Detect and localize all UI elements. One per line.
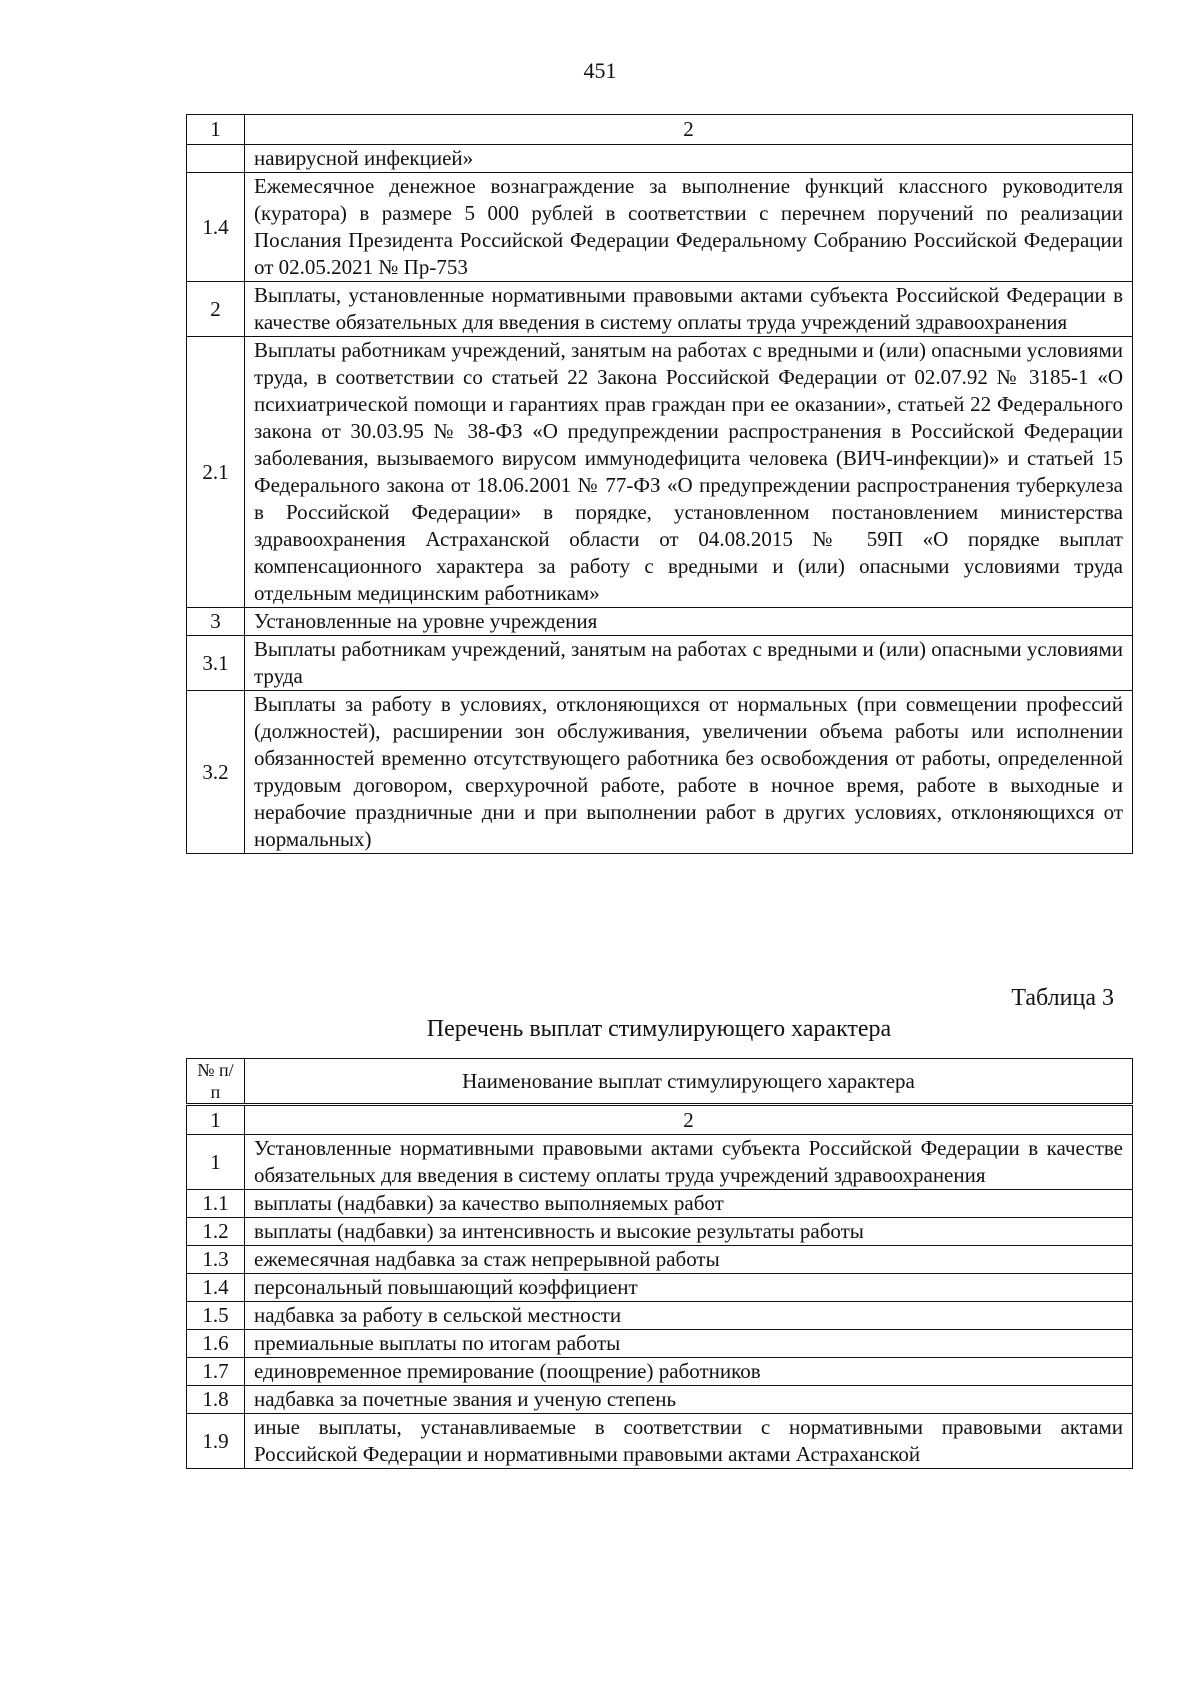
row-text: Установленные нормативными правовыми актами субъекта Российской Федерации в качестве обязательных для введения в систему оплаты труда учреждений здравоохранения bbox=[245, 1135, 1133, 1190]
row-number: 3 bbox=[187, 608, 245, 636]
table-row bbox=[187, 1302, 1133, 1330]
row-number: 1.9 bbox=[187, 1414, 245, 1469]
table-row bbox=[187, 1358, 1133, 1386]
column-index-cell: 2 bbox=[245, 1105, 1133, 1135]
row-text: иные выплаты, устанавливаемые в соответствии с нормативными правовыми актами Российской Федерации и нормативными правовыми актами Астраханской bbox=[245, 1414, 1133, 1469]
row-text: Ежемесячное денежное вознаграждение за выполнение функций классного руководителя (куратора) в размере 5 000 рублей в соответствии с перечнем поручений по реализации Послания Президента Российской Федерации Федеральному Собранию Российской Федерации от 02.05.2021 № Пр-753 bbox=[245, 173, 1133, 282]
row-number: 1.1 bbox=[187, 1190, 245, 1218]
table-row bbox=[187, 1246, 1133, 1274]
row-number: 1.3 bbox=[187, 1246, 245, 1274]
table-header-row bbox=[187, 1059, 1133, 1105]
row-text: Выплаты, установленные нормативными правовыми актами субъекта Российской Федерации в качестве обязательных для введения в систему оплаты труда учреждений здравоохранения bbox=[245, 282, 1133, 337]
table-label: Таблица 3 bbox=[1011, 985, 1114, 1011]
row-number: 3.1 bbox=[187, 636, 245, 691]
table-row bbox=[187, 337, 1133, 608]
column-index-cell: 2 bbox=[245, 115, 1133, 145]
row-text: персональный повышающий коэффициент bbox=[245, 1274, 1133, 1302]
table-row bbox=[187, 1386, 1133, 1414]
table-row bbox=[187, 636, 1133, 691]
row-text: навирусной инфекцией» bbox=[245, 145, 1133, 173]
table-row bbox=[187, 282, 1133, 337]
row-text: Выплаты работникам учреждений, занятым на работах с вредными и (или) опасными условиями труда bbox=[245, 636, 1133, 691]
row-text: единовременное премирование (поощрение) работников bbox=[245, 1358, 1133, 1386]
row-text: Выплаты работникам учреждений, занятым на работах с вредными и (или) опасными условиями труда, в соответствии со статьей 22 Закона Российской Федерации от 02.07.92 № 3185-1 «О психиатрической помощи и гарантиях прав граждан при ее оказании», статьей 22 Федерального закона от 30.03.95 № 38-ФЗ «О предупреждении распространения в Российской Федерации заболевания, вызываемого вирусом иммунодефицита человека (ВИЧ-инфекции)» и статьей 15 Федерального закона от 18.06.2001 № 77-ФЗ «О предупреждении распространения туберкулеза в Российской Федерации» в порядке, установленном постановлением министерства здравоохранения Астраханской области от 04.08.2015 № 59П «О порядке выплат компенсационного характера за работу с вредными и (или) опасными условиями труда отдельным медицинским работникам» bbox=[245, 337, 1133, 608]
table-row bbox=[187, 1190, 1133, 1218]
row-text: Установленные на уровне учреждения bbox=[245, 608, 1133, 636]
payments-table-continued bbox=[186, 114, 1133, 854]
table-title: Перечень выплат стимулирующего характера bbox=[426, 1016, 892, 1042]
column-header-name: Наименование выплат стимулирующего характера bbox=[245, 1059, 1133, 1105]
incentive-payments-table bbox=[186, 1058, 1133, 1469]
page-number: 451 bbox=[583, 58, 617, 83]
row-number: 1.5 bbox=[187, 1302, 245, 1330]
row-number: 1 bbox=[187, 1135, 245, 1190]
row-number: 2 bbox=[187, 282, 245, 337]
table-row bbox=[187, 608, 1133, 636]
table-index-row bbox=[187, 115, 1133, 145]
table-index-row bbox=[187, 1105, 1133, 1135]
row-text: Выплаты за работу в условиях, отклоняющихся от нормальных (при совмещении профессий (должностей), расширении зон обслуживания, увеличении объема работы или исполнении обязанностей временно отсутствующего работника без освобождения от работы, определенной трудовым договором, сверхурочной работе, работе в ночное время, работе в выходные и нерабочие праздничные дни и при выполнении работ в других условиях, отклоняющихся от нормальных) bbox=[245, 691, 1133, 854]
table-row bbox=[187, 691, 1133, 854]
row-text: ежемесячная надбавка за стаж непрерывной работы bbox=[245, 1246, 1133, 1274]
row-text: надбавка за почетные звания и ученую степень bbox=[245, 1386, 1133, 1414]
row-number: 1.2 bbox=[187, 1218, 245, 1246]
row-number: 1.4 bbox=[187, 1274, 245, 1302]
table-row bbox=[187, 173, 1133, 282]
row-text: надбавка за работу в сельской местности bbox=[245, 1302, 1133, 1330]
table-row bbox=[187, 1414, 1133, 1469]
table-row bbox=[187, 1274, 1133, 1302]
row-number bbox=[187, 145, 245, 173]
row-text: выплаты (надбавки) за интенсивность и высокие результаты работы bbox=[245, 1218, 1133, 1246]
table-row bbox=[187, 145, 1133, 173]
table-row bbox=[187, 1218, 1133, 1246]
row-number: 1.8 bbox=[187, 1386, 245, 1414]
column-index-cell: 1 bbox=[187, 1105, 245, 1135]
row-text: выплаты (надбавки) за качество выполняемых работ bbox=[245, 1190, 1133, 1218]
column-index-cell: 1 bbox=[187, 115, 245, 145]
row-number: 1.4 bbox=[187, 173, 245, 282]
row-number: 1.6 bbox=[187, 1330, 245, 1358]
table-row bbox=[187, 1135, 1133, 1190]
table-row bbox=[187, 1330, 1133, 1358]
row-number: 3.2 bbox=[187, 691, 245, 854]
row-number: 2.1 bbox=[187, 337, 245, 608]
row-text: премиальные выплаты по итогам работы bbox=[245, 1330, 1133, 1358]
column-header-number: № п/п bbox=[187, 1059, 245, 1105]
row-number: 1.7 bbox=[187, 1358, 245, 1386]
